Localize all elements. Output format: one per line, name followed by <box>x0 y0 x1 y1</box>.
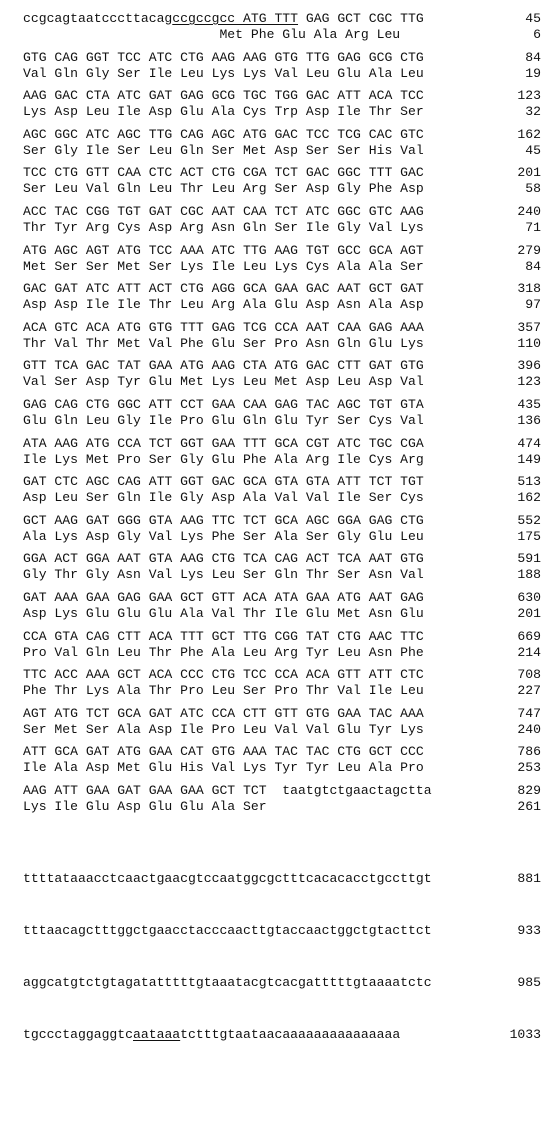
nucleotide-position: 201 <box>517 165 541 180</box>
codon-block <box>0 88 555 120</box>
amino-acid-row <box>0 529 555 545</box>
amino-acid-row <box>0 336 555 352</box>
amino-acid-sequence: Met Phe Glu Ala Arg Leu <box>23 27 401 42</box>
sequence-text: GAG GCT CGC TTG <box>298 11 424 26</box>
amino-acid-position: 32 <box>525 104 541 119</box>
amino-acid-row <box>0 27 555 43</box>
nucleotide-position: 786 <box>517 744 541 759</box>
amino-acid-position: 97 <box>525 297 541 312</box>
nucleotide-position: 240 <box>517 204 541 219</box>
nucleotide-position: 552 <box>517 513 541 528</box>
nucleotide-sequence <box>23 281 424 297</box>
codon-block <box>0 320 555 352</box>
sequence-text: TTC ACC AAA GCT ACA CCC CTG TCC CCA ACA GTT ATT CTC <box>23 667 424 682</box>
codon-block <box>0 50 555 82</box>
sequence-text: GAG CAG CTG GGC ATT CCT GAA CAA GAG TAC AGC TGT GTA <box>23 397 424 412</box>
codon-block <box>0 513 555 545</box>
amino-acid-position: 110 <box>517 336 541 351</box>
nucleotide-row <box>0 88 555 104</box>
codon-block <box>0 204 555 236</box>
amino-acid-position: 175 <box>517 529 541 544</box>
utr-line <box>0 923 555 939</box>
nucleotide-position: 1033 <box>509 1027 541 1042</box>
amino-acid-sequence: Val Gln Gly Ser Ile Leu Lys Lys Val Leu Glu Ala Leu <box>23 66 424 81</box>
nucleotide-row <box>0 783 555 799</box>
nucleotide-row <box>0 551 555 567</box>
sequence-text: AAG ATT GAA GAT GAA GAA GCT TCT taatgtctgaactagctta <box>23 783 432 798</box>
sequence-text: aggcatgtctgtagatatttttgtaaatacgtcacgatttttgtaaaatctc <box>23 975 432 990</box>
sequence-text: AGC GGC ATC AGC TTG CAG AGC ATG GAC TCC TCG CAC GTC <box>23 127 424 142</box>
nucleotide-sequence <box>23 590 424 606</box>
nucleotide-sequence <box>23 243 424 259</box>
nucleotide-sequence <box>23 744 424 760</box>
amino-acid-position: 123 <box>517 374 541 389</box>
nucleotide-row <box>0 320 555 336</box>
utr-sequence <box>23 1027 400 1043</box>
amino-acid-row <box>0 259 555 275</box>
amino-acid-position: 162 <box>517 490 541 505</box>
codon-block <box>0 127 555 159</box>
amino-acid-row <box>0 181 555 197</box>
nucleotide-sequence <box>23 320 424 336</box>
nucleotide-position: 829 <box>517 783 541 798</box>
nucleotide-position: 162 <box>517 127 541 142</box>
amino-acid-position: 71 <box>525 220 541 235</box>
sequence-text: AGT ATG TCT GCA GAT ATC CCA CTT GTT GTG GAA TAC AAA <box>23 706 424 721</box>
nucleotide-sequence <box>23 629 424 645</box>
codon-block <box>0 358 555 390</box>
sequence-text: tctttgtaataacaaaaaaaaaaaaaaa <box>180 1027 401 1042</box>
nucleotide-sequence <box>23 397 424 413</box>
sequence-text: ATA AAG ATG CCA TCT GGT GAA TTT GCA CGT ATC TGC CGA <box>23 436 424 451</box>
amino-acid-row <box>0 66 555 82</box>
sequence-text: GTT TCA GAC TAT GAA ATG AAG CTA ATG GAC CTT GAT GTG <box>23 358 424 373</box>
nucleotide-position: 45 <box>525 11 541 26</box>
sequence-text: GTG CAG GGT TCC ATC CTG AAG AAG GTG TTG GAG GCG CTG <box>23 50 424 65</box>
amino-acid-position: 227 <box>517 683 541 698</box>
nucleotide-position: 396 <box>517 358 541 373</box>
amino-acid-sequence: Glu Gln Leu Gly Ile Pro Glu Gln Glu Tyr Ser Cys Val <box>23 413 424 428</box>
codon-block <box>0 165 555 197</box>
amino-acid-sequence: Pro Val Gln Leu Thr Phe Ala Leu Arg Tyr Leu Asn Phe <box>23 645 424 660</box>
codon-block <box>0 243 555 275</box>
amino-acid-position: 214 <box>517 645 541 660</box>
amino-acid-sequence: Asp Leu Ser Gln Ile Gly Asp Ala Val Val Ile Ser Cys <box>23 490 424 505</box>
nucleotide-position: 708 <box>517 667 541 682</box>
underlined-motif: ccgccgcc ATG TTT <box>172 11 299 26</box>
amino-acid-row <box>0 683 555 699</box>
utr-line <box>0 871 555 887</box>
sequence-text: GCT AAG GAT GGG GTA AAG TTC TCT GCA AGC GGA GAG CTG <box>23 513 424 528</box>
utr-row <box>0 1027 555 1043</box>
nucleotide-position: 881 <box>517 871 541 886</box>
nucleotide-position: 318 <box>517 281 541 296</box>
nucleotide-sequence <box>23 11 424 27</box>
amino-acid-position: 84 <box>525 259 541 274</box>
nucleotide-position: 985 <box>517 975 541 990</box>
nucleotide-position: 357 <box>517 320 541 335</box>
nucleotide-row <box>0 204 555 220</box>
amino-acid-row <box>0 567 555 583</box>
amino-acid-sequence: Ile Lys Met Pro Ser Gly Glu Phe Ala Arg Ile Cys Arg <box>23 452 424 467</box>
codon-block <box>0 11 555 43</box>
nucleotide-position: 279 <box>517 243 541 258</box>
nucleotide-row <box>0 590 555 606</box>
codon-block <box>0 783 555 815</box>
nucleotide-position: 747 <box>517 706 541 721</box>
sequence-text: TCC CTG GTT CAA CTC ACT CTG CGA TCT GAC GGC TTT GAC <box>23 165 424 180</box>
amino-acid-row <box>0 606 555 622</box>
nucleotide-sequence <box>23 358 424 374</box>
codon-block <box>0 436 555 468</box>
amino-acid-sequence: Phe Thr Lys Ala Thr Pro Leu Ser Pro Thr Val Ile Leu <box>23 683 424 698</box>
utr-sequence <box>23 871 432 887</box>
sequence-text: GGA ACT GGA AAT GTA AAG CTG TCA CAG ACT TCA AAT GTG <box>23 551 424 566</box>
nucleotide-row <box>0 744 555 760</box>
amino-acid-sequence: Met Ser Ser Met Ser Lys Ile Leu Lys Cys Ala Ala Ser <box>23 259 424 274</box>
amino-acid-sequence: Lys Ile Glu Asp Glu Glu Ala Ser <box>23 799 267 814</box>
codon-block <box>0 706 555 738</box>
amino-acid-row <box>0 413 555 429</box>
nucleotide-row <box>0 706 555 722</box>
nucleotide-row <box>0 436 555 452</box>
amino-acid-row <box>0 374 555 390</box>
amino-acid-position: 6 <box>533 27 541 42</box>
amino-acid-sequence: Asp Lys Glu Glu Glu Ala Val Thr Ile Glu Met Asn Glu <box>23 606 424 621</box>
nucleotide-sequence <box>23 474 424 490</box>
utr-row <box>0 923 555 939</box>
amino-acid-position: 240 <box>517 722 541 737</box>
nucleotide-sequence <box>23 436 424 452</box>
nucleotide-position: 591 <box>517 551 541 566</box>
amino-acid-position: 201 <box>517 606 541 621</box>
nucleotide-row <box>0 513 555 529</box>
sequence-text: CCA GTA CAG CTT ACA TTT GCT TTG CGG TAT CTG AAC TTC <box>23 629 424 644</box>
sequence-text: GAC GAT ATC ATT ACT CTG AGG GCA GAA GAC AAT GCT GAT <box>23 281 424 296</box>
nucleotide-sequence <box>23 50 424 66</box>
nucleotide-row <box>0 667 555 683</box>
nucleotide-row <box>0 127 555 143</box>
amino-acid-row <box>0 645 555 661</box>
codon-block <box>0 667 555 699</box>
nucleotide-sequence <box>23 127 424 143</box>
amino-acid-row <box>0 297 555 313</box>
amino-acid-row <box>0 490 555 506</box>
amino-acid-row <box>0 220 555 236</box>
amino-acid-row <box>0 760 555 776</box>
nucleotide-position: 513 <box>517 474 541 489</box>
amino-acid-sequence: Val Ser Asp Tyr Glu Met Lys Leu Met Asp Leu Asp Val <box>23 374 424 389</box>
utr-sequence <box>23 975 432 991</box>
amino-acid-position: 188 <box>517 567 541 582</box>
sequence-text: GAT AAA GAA GAG GAA GCT GTT ACA ATA GAA ATG AAT GAG <box>23 590 424 605</box>
amino-acid-sequence: Ser Leu Val Gln Leu Thr Leu Arg Ser Asp Gly Phe Asp <box>23 181 424 196</box>
amino-acid-position: 261 <box>517 799 541 814</box>
nucleotide-row <box>0 397 555 413</box>
amino-acid-sequence: Thr Tyr Arg Cys Asp Arg Asn Gln Ser Ile Gly Val Lys <box>23 220 424 235</box>
nucleotide-position: 630 <box>517 590 541 605</box>
amino-acid-row <box>0 452 555 468</box>
amino-acid-row <box>0 104 555 120</box>
nucleotide-position: 84 <box>525 50 541 65</box>
utr-line <box>0 1027 555 1043</box>
amino-acid-position: 136 <box>517 413 541 428</box>
utr-row <box>0 975 555 991</box>
amino-acid-position: 45 <box>525 143 541 158</box>
sequence-text: ACC TAC CGG TGT GAT CGC AAT CAA TCT ATC GGC GTC AAG <box>23 204 424 219</box>
nucleotide-sequence <box>23 204 424 220</box>
codon-block <box>0 590 555 622</box>
sequence-text: tttaacagctttggctgaacctacccaacttgtaccaactggctgtacttct <box>23 923 432 938</box>
underlined-motif: aataaa <box>133 1027 181 1042</box>
sequence-text: tgccctaggaggtc <box>23 1027 134 1042</box>
nucleotide-sequence <box>23 551 424 567</box>
sequence-text: ACA GTC ACA ATG GTG TTT GAG TCG CCA AAT CAA GAG AAA <box>23 320 424 335</box>
nucleotide-sequence <box>23 88 424 104</box>
nucleotide-sequence <box>23 783 432 799</box>
nucleotide-position: 933 <box>517 923 541 938</box>
amino-acid-position: 58 <box>525 181 541 196</box>
amino-acid-sequence: Asp Asp Ile Ile Thr Leu Arg Ala Glu Asp Asn Ala Asp <box>23 297 424 312</box>
sequence-text: GAT CTC AGC CAG ATT GGT GAC GCA GTA GTA ATT TCT TGT <box>23 474 424 489</box>
amino-acid-sequence: Ala Lys Asp Gly Val Lys Phe Ser Ala Ser Gly Glu Leu <box>23 529 424 544</box>
codon-block <box>0 551 555 583</box>
codon-block <box>0 629 555 661</box>
nucleotide-row <box>0 358 555 374</box>
codon-block <box>0 281 555 313</box>
nucleotide-sequence <box>23 513 424 529</box>
utr-sequence <box>23 923 432 939</box>
nucleotide-row <box>0 165 555 181</box>
amino-acid-sequence: Lys Asp Leu Ile Asp Glu Ala Cys Trp Asp Ile Thr Ser <box>23 104 424 119</box>
sequence-text: AAG GAC CTA ATC GAT GAG GCG TGC TGG GAC ATT ACA TCC <box>23 88 424 103</box>
sequence-text: ATT GCA GAT ATG GAA CAT GTG AAA TAC TAC CTG GCT CCC <box>23 744 424 759</box>
nucleotide-sequence <box>23 706 424 722</box>
utr-row <box>0 871 555 887</box>
nucleotide-row <box>0 629 555 645</box>
sequence-text: ttttataaacctcaactgaacgtccaatggcgctttcacacacctgccttgt <box>23 871 432 886</box>
nucleotide-row <box>0 50 555 66</box>
nucleotide-position: 123 <box>517 88 541 103</box>
nucleotide-row <box>0 243 555 259</box>
sequence-text: ATG AGC AGT ATG TCC AAA ATC TTG AAG TGT GCC GCA AGT <box>23 243 424 258</box>
amino-acid-position: 149 <box>517 452 541 467</box>
codon-block <box>0 397 555 429</box>
nucleotide-row <box>0 474 555 490</box>
amino-acid-sequence: Gly Thr Gly Asn Val Lys Leu Ser Gln Thr Ser Asn Val <box>23 567 424 582</box>
amino-acid-sequence: Ser Gly Ile Ser Leu Gln Ser Met Asp Ser Ser His Val <box>23 143 424 158</box>
nucleotide-position: 669 <box>517 629 541 644</box>
nucleotide-row <box>0 281 555 297</box>
codon-block <box>0 474 555 506</box>
amino-acid-row <box>0 722 555 738</box>
nucleotide-sequence <box>23 165 424 181</box>
amino-acid-sequence: Ser Met Ser Ala Asp Ile Pro Leu Val Val Glu Tyr Lys <box>23 722 424 737</box>
nucleotide-position: 474 <box>517 436 541 451</box>
amino-acid-row <box>0 799 555 815</box>
amino-acid-row <box>0 143 555 159</box>
sequence-text: ccgcagtaatcccttacag <box>23 11 173 26</box>
codon-block <box>0 744 555 776</box>
amino-acid-sequence: Thr Val Thr Met Val Phe Glu Ser Pro Asn Gln Glu Lys <box>23 336 424 351</box>
nucleotide-row <box>0 11 555 27</box>
nucleotide-sequence <box>23 667 424 683</box>
amino-acid-sequence: Ile Ala Asp Met Glu His Val Lys Tyr Tyr Leu Ala Pro <box>23 760 424 775</box>
utr-line <box>0 975 555 991</box>
amino-acid-position: 19 <box>525 66 541 81</box>
amino-acid-position: 253 <box>517 760 541 775</box>
nucleotide-position: 435 <box>517 397 541 412</box>
